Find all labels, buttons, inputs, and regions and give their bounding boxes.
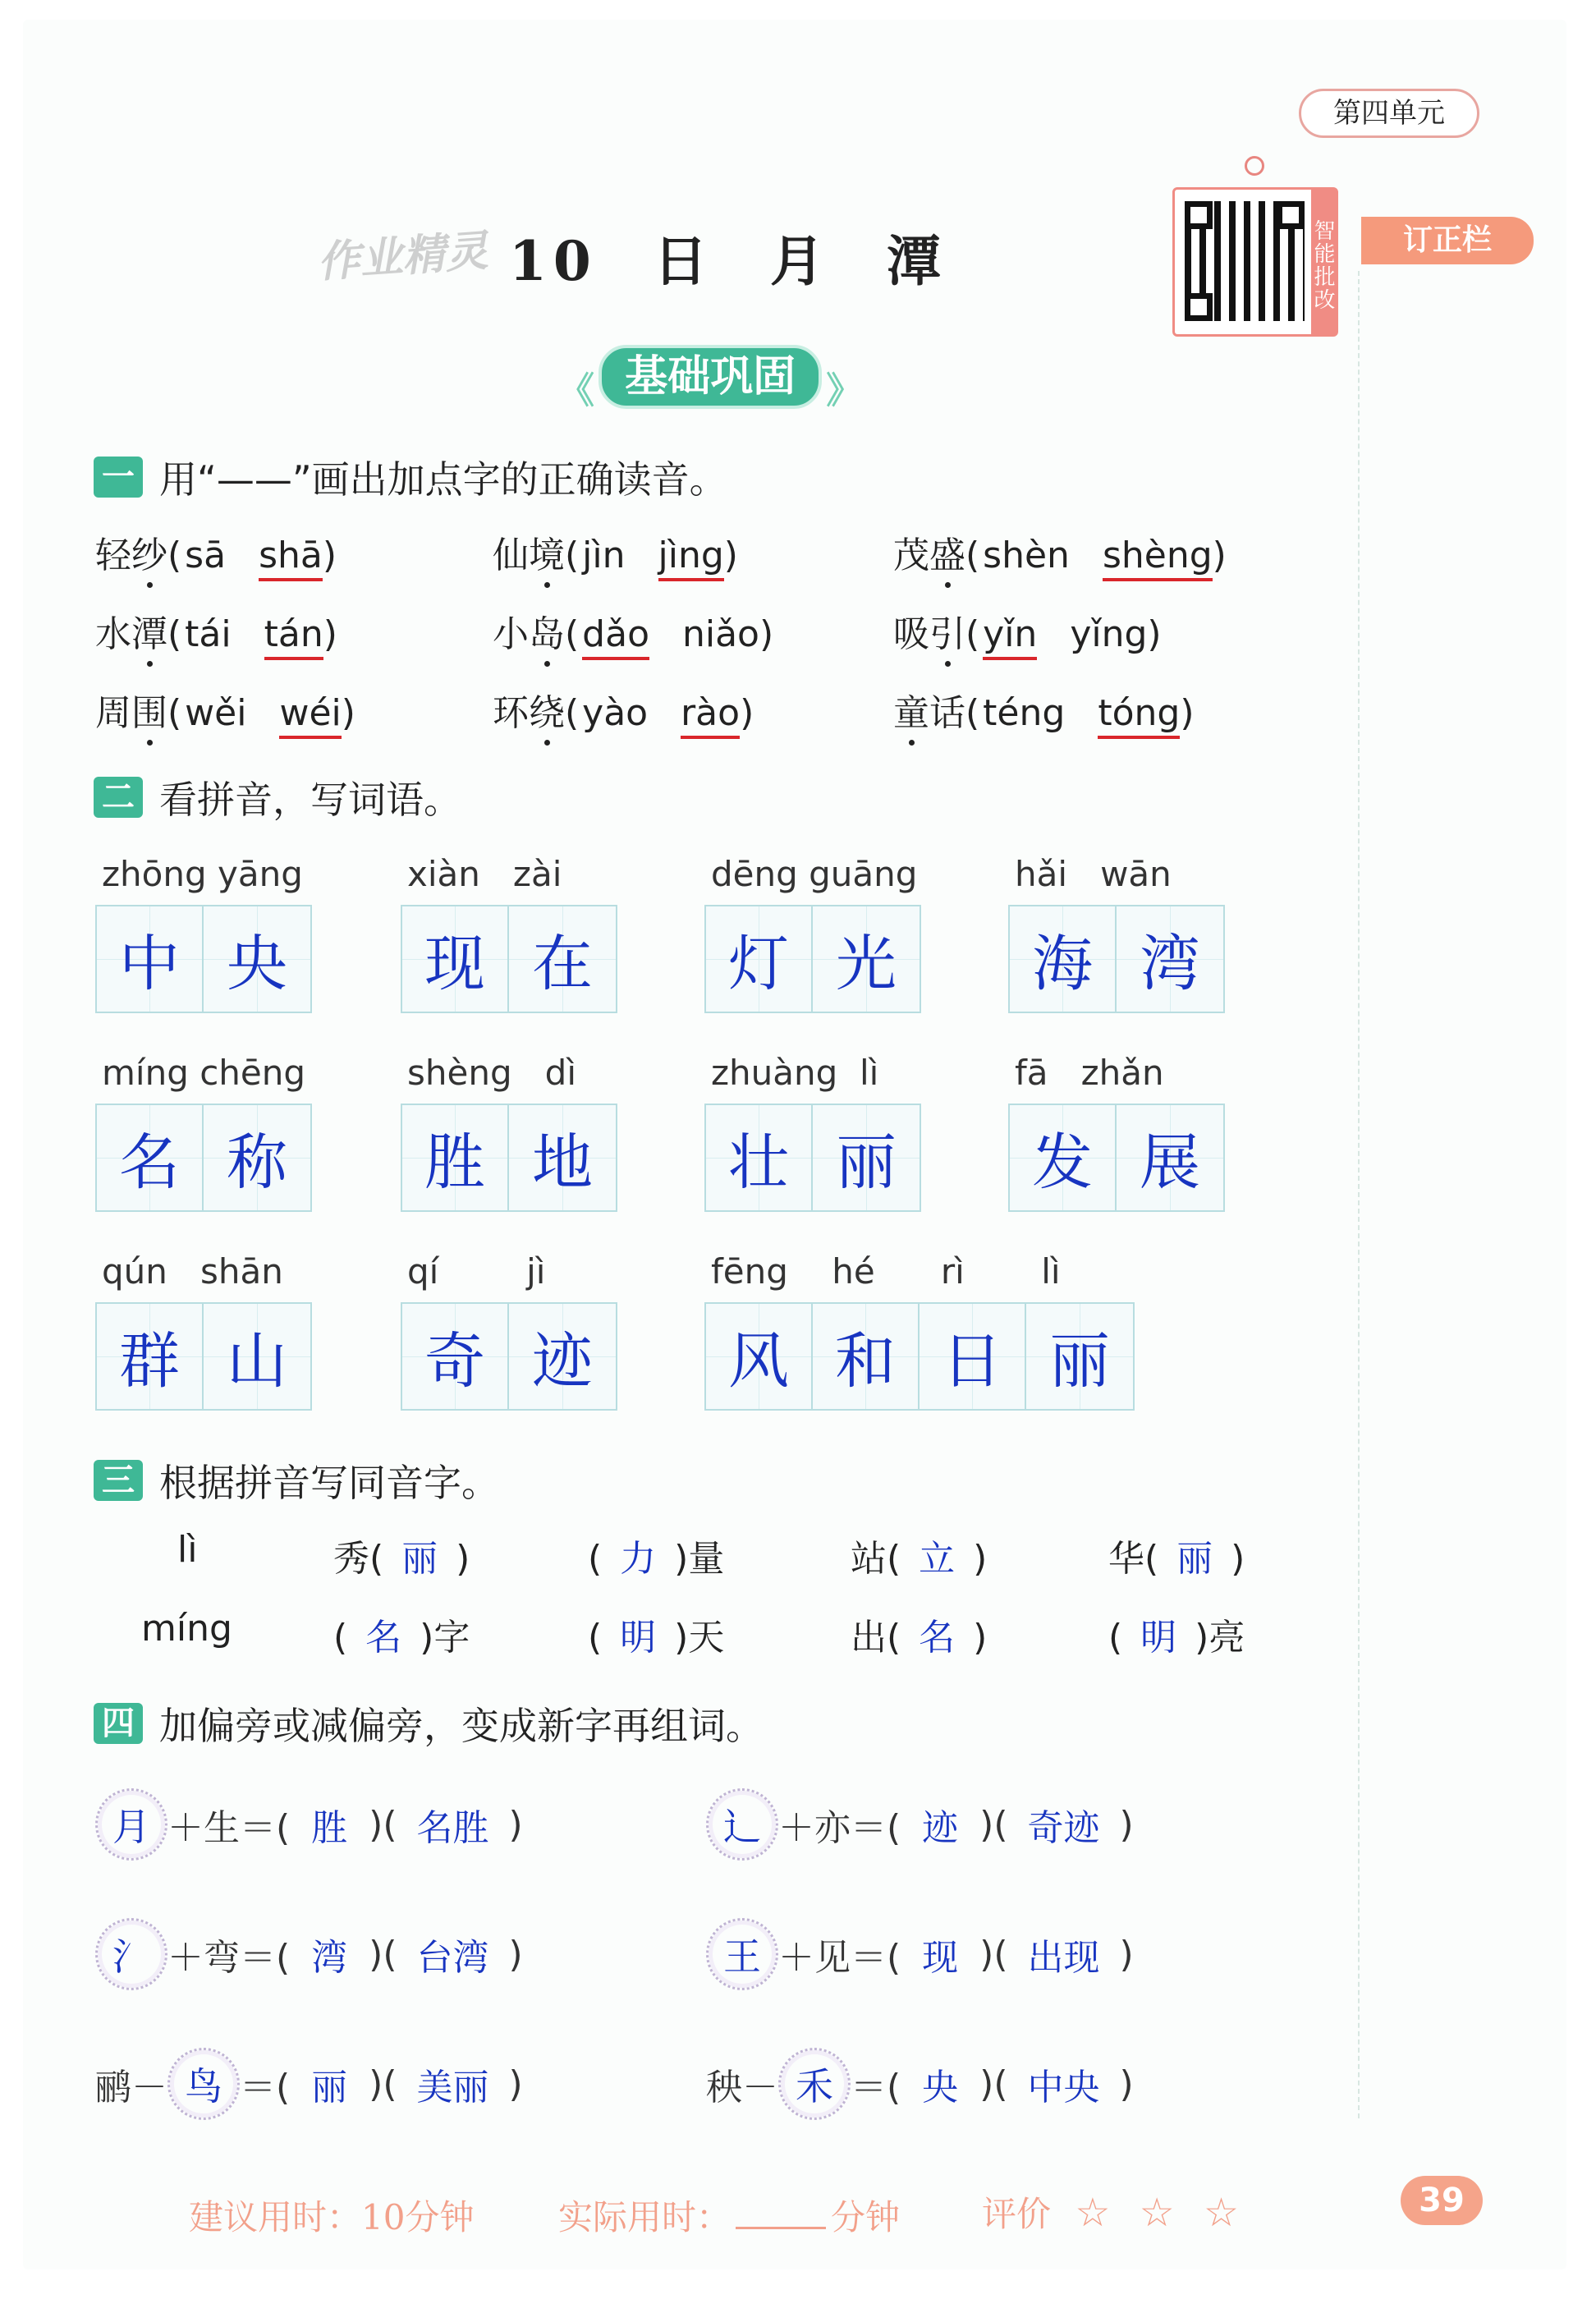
pinyin-label: dēng guāng (711, 854, 918, 894)
question-3-heading (94, 1453, 499, 1507)
actual-time-unit: 分钟 (831, 2197, 901, 2237)
pinyin-choice-item (95, 683, 355, 736)
item-suffix: )亮 (1195, 1617, 1245, 1659)
answer-char[interactable]: 迹 (922, 1807, 959, 1849)
paren-close: ) (723, 535, 738, 576)
footer-actual-time (558, 2191, 900, 2240)
paren-open: ( (565, 535, 580, 576)
pinyin-label: míng chēng (102, 1053, 306, 1093)
flower-radical-icon[interactable]: 辶 (706, 1788, 778, 1861)
paren-close: ) (740, 692, 754, 734)
pinyin-label: fēng hé rì lì (711, 1251, 1061, 1292)
correction-tab: 订正栏 (1361, 217, 1534, 264)
paren-mid: )( (369, 1803, 397, 1846)
paren-open: ( (167, 535, 182, 576)
rating-label: 评价 (982, 2194, 1052, 2234)
paren-close: ) (341, 692, 355, 734)
homophone-item (1108, 1529, 1245, 1581)
item-prefix: 出( (851, 1617, 901, 1659)
dotted-char: 潭 (131, 613, 167, 655)
handwritten-char-cell[interactable]: 地 (509, 1105, 616, 1210)
footer-suggested-time: 建议用时：10分钟 (189, 2197, 475, 2237)
dotted-char: 境 (529, 535, 565, 576)
actual-time-blank[interactable] (736, 2227, 826, 2229)
emphasis-dot-icon (147, 661, 153, 667)
answer-word[interactable]: 美丽 (416, 2067, 489, 2109)
emphasis-dot-icon (544, 661, 550, 667)
homophone-item (588, 1608, 724, 1660)
dotted-char-wrap (529, 525, 565, 578)
pinyin-label: fā zhǎn (1015, 1053, 1164, 1093)
dotted-char: 岛 (529, 613, 565, 655)
pinyin-choice-item (493, 604, 773, 657)
paren-close: ) (508, 2063, 523, 2105)
flower-radical-icon[interactable]: 禾 (778, 2048, 851, 2120)
answer-char[interactable]: 名 (365, 1617, 402, 1659)
pinyin-option[interactable]: rào (681, 692, 740, 739)
answer-char[interactable]: 丽 (311, 2067, 348, 2109)
radical-equation (706, 1788, 1134, 1861)
answer-char[interactable]: 胜 (311, 1807, 348, 1849)
word-char: 水 (95, 613, 131, 655)
tianzige-grid (704, 1302, 1135, 1411)
chevron-left-icon: 《 (558, 369, 594, 412)
homophone-item (333, 1608, 470, 1660)
pinyin-option[interactable]: téng (983, 692, 1066, 734)
answer-word[interactable]: 奇迹 (1027, 1807, 1100, 1849)
pinyin-option[interactable]: niǎo (681, 613, 759, 655)
paren-close: ) (1119, 1803, 1134, 1846)
pinyin-label: hǎi wān (1015, 854, 1172, 894)
dotted-char-wrap (131, 683, 167, 736)
flower-radical-icon[interactable]: 王 (706, 1918, 778, 1990)
dotted-char: 绕 (529, 692, 565, 734)
star-icon[interactable]: ☆ ☆ ☆ (1075, 2190, 1247, 2236)
question-prompt: 加偏旁或减偏旁，变成新字再组词。 (159, 1704, 764, 1748)
word-char: 茂 (893, 535, 929, 576)
paren-close: ) (1147, 613, 1162, 655)
source-char: 秧－ (706, 2067, 778, 2109)
item-suffix: ) (1231, 1538, 1245, 1580)
question-number: 三 (94, 1460, 143, 1501)
paren-close: ) (759, 613, 774, 655)
pinyin-choice-item (95, 604, 337, 657)
item-suffix: )字 (420, 1617, 470, 1659)
pinyin-option[interactable]: shā (259, 535, 323, 581)
handwritten-char-cell[interactable]: 现 (402, 906, 509, 1012)
radical-equation (95, 1918, 523, 1990)
word-char: 小 (493, 613, 529, 655)
answer-char[interactable]: 湾 (311, 1937, 348, 1979)
answer-char[interactable]: 丽 (401, 1538, 438, 1580)
handwritten-char-cell[interactable]: 壮 (706, 1105, 813, 1210)
handwritten-char-cell[interactable]: 日 (920, 1304, 1026, 1409)
tianzige-grid (704, 905, 921, 1013)
question-1-heading (94, 450, 727, 504)
qr-hanger-icon (1245, 156, 1264, 176)
flower-radical-icon[interactable]: 氵 (95, 1918, 167, 1990)
pinyin-label: qún shān (102, 1251, 283, 1292)
handwritten-char-cell[interactable]: 光 (813, 906, 920, 1012)
paren-open: ( (965, 613, 980, 655)
radical-equation (706, 1918, 1134, 1990)
handwritten-char-cell[interactable]: 展 (1117, 1105, 1223, 1210)
tianzige-grid (401, 1104, 617, 1212)
pinyin-label: míng (141, 1608, 232, 1650)
answer-char[interactable]: 央 (922, 2067, 959, 2109)
emphasis-dot-icon (945, 661, 951, 667)
page-number: 39 (1401, 2176, 1483, 2225)
word-char: 环 (493, 692, 529, 734)
unit-badge: 第四单元 (1299, 89, 1479, 138)
radical-equation (95, 1788, 523, 1861)
radical-equation (706, 2048, 1134, 2120)
qr-code-card[interactable] (1172, 187, 1338, 337)
pinyin-option[interactable]: dǎo (582, 613, 649, 660)
tianzige-grid (95, 1104, 312, 1212)
pinyin-option[interactable]: tái (185, 613, 232, 655)
question-2-heading (94, 770, 461, 824)
item-prefix: ( (588, 1538, 603, 1580)
homophone-item (851, 1529, 987, 1581)
correction-column-divider (1358, 271, 1360, 2118)
handwritten-char-cell[interactable]: 湾 (1117, 906, 1223, 1012)
pinyin-option[interactable]: yào (582, 692, 649, 734)
paren-open: ( (965, 692, 980, 734)
qr-side-label: 智能批改 (1311, 190, 1336, 334)
footer-rating (982, 2187, 1247, 2237)
handwritten-char-cell[interactable]: 名 (97, 1105, 204, 1210)
question-number: 二 (94, 777, 143, 818)
paren-open: ( (167, 692, 182, 734)
operator-text: ＝( (240, 2067, 291, 2109)
operator-text: ＋见＝( (778, 1937, 901, 1979)
dotted-char: 童 (893, 692, 929, 734)
paren-mid: )( (979, 1803, 1008, 1846)
answer-char[interactable]: 明 (1140, 1617, 1177, 1659)
section-pill: 基础巩固 (598, 345, 822, 409)
answer-word[interactable]: 出现 (1027, 1937, 1100, 1979)
pinyin-label: zhuàng lì (711, 1053, 879, 1093)
tianzige-grid (1008, 905, 1225, 1013)
paren-close: ) (322, 535, 337, 576)
dotted-char-wrap (893, 683, 929, 736)
item-suffix: ) (456, 1538, 470, 1580)
answer-char[interactable]: 现 (922, 1937, 959, 1979)
item-prefix: 秀( (333, 1538, 384, 1580)
lesson-number: 10 (509, 229, 598, 293)
radical-equation (95, 2048, 523, 2120)
paren-close: ) (508, 1803, 523, 1846)
paren-mid: )( (979, 1933, 1008, 1975)
item-suffix: ) (973, 1617, 988, 1659)
item-prefix: ( (1108, 1617, 1123, 1659)
dotted-char: 纱 (131, 535, 167, 576)
handwritten-char-cell[interactable]: 胜 (402, 1105, 509, 1210)
pinyin-option[interactable]: jìng (658, 535, 724, 581)
pinyin-label: lì (177, 1529, 198, 1571)
handwritten-char-cell[interactable]: 在 (509, 906, 616, 1012)
word-char: 周 (95, 692, 131, 734)
question-prompt: 看拼音，写词语。 (159, 778, 461, 822)
operator-text: ＝( (851, 2067, 901, 2109)
watermark-logo: 作业精灵 (315, 226, 490, 288)
pinyin-option[interactable]: shèng (1103, 535, 1213, 581)
pinyin-option[interactable]: yǐng (1070, 613, 1148, 655)
answer-char[interactable]: 力 (620, 1538, 657, 1580)
handwritten-char-cell[interactable]: 群 (97, 1304, 204, 1409)
item-suffix: )天 (674, 1617, 725, 1659)
word-char: 仙 (493, 535, 529, 576)
handwritten-char-cell[interactable]: 风 (706, 1304, 813, 1409)
paren-mid: )( (369, 1933, 397, 1975)
handwritten-char-cell[interactable]: 奇 (402, 1304, 509, 1409)
pinyin-option[interactable]: tán (264, 613, 323, 660)
tianzige-grid (95, 1302, 312, 1411)
flower-radical-icon[interactable]: 月 (95, 1788, 167, 1861)
pinyin-option[interactable]: shèn (983, 535, 1070, 576)
answer-char[interactable]: 立 (919, 1538, 956, 1580)
pinyin-option[interactable]: yǐn (983, 613, 1037, 660)
pinyin-option[interactable]: wěi (185, 692, 247, 734)
dotted-char-wrap (131, 525, 167, 578)
handwritten-char-cell[interactable]: 灯 (706, 906, 813, 1012)
paren-open: ( (565, 692, 580, 734)
title-char: 潭 (886, 229, 947, 293)
tianzige-grid (401, 1302, 617, 1411)
handwritten-char-cell[interactable]: 中 (97, 906, 204, 1012)
pinyin-option[interactable]: jìn (582, 535, 626, 576)
dotted-char: 盛 (929, 535, 965, 576)
word-char: 吸 (893, 613, 929, 655)
paren-close: ) (1180, 692, 1195, 734)
title-char: 月 (769, 229, 831, 293)
dotted-char-wrap (529, 683, 565, 736)
lesson-title (509, 218, 947, 296)
answer-word[interactable]: 中央 (1027, 2067, 1100, 2109)
flower-radical-icon[interactable]: 鸟 (167, 2048, 240, 2120)
answer-word[interactable]: 台湾 (416, 1937, 489, 1979)
dotted-char: 围 (131, 692, 167, 734)
operator-text: ＋生＝( (167, 1807, 291, 1849)
emphasis-dot-icon (544, 582, 550, 588)
paren-open: ( (565, 613, 580, 655)
answer-char[interactable]: 丽 (1176, 1538, 1213, 1580)
pinyin-option[interactable]: sā (185, 535, 227, 576)
qr-code-icon (1185, 201, 1305, 321)
homophone-item (851, 1608, 987, 1660)
emphasis-dot-icon (909, 740, 915, 746)
paren-close: ) (323, 613, 337, 655)
paren-mid: )( (369, 2063, 397, 2105)
question-number: 一 (94, 457, 143, 498)
paren-close: ) (1119, 1933, 1134, 1975)
handwritten-char-cell[interactable]: 丽 (1026, 1304, 1133, 1409)
dotted-char-wrap (529, 604, 565, 657)
paren-open: ( (965, 535, 980, 576)
question-prompt: 根据拼音写同音字。 (159, 1461, 499, 1505)
pinyin-choice-item (893, 683, 1194, 736)
handwritten-char-cell[interactable]: 迹 (509, 1304, 616, 1409)
handwritten-char-cell[interactable]: 发 (1010, 1105, 1117, 1210)
operator-text: ＋弯＝( (167, 1937, 291, 1979)
actual-time-label: 实际用时： (558, 2197, 732, 2237)
handwritten-char-cell[interactable]: 丽 (813, 1105, 920, 1210)
dotted-char-wrap (131, 604, 167, 657)
item-suffix: )量 (674, 1538, 725, 1580)
dotted-char: 引 (929, 613, 965, 655)
pinyin-label: shèng dì (407, 1053, 577, 1093)
homophone-item (1108, 1608, 1245, 1660)
emphasis-dot-icon (544, 740, 550, 746)
question-prompt: 用“——”画出加点字的正确读音。 (159, 457, 727, 502)
pinyin-choice-item (893, 525, 1227, 578)
handwritten-char-cell[interactable]: 央 (204, 906, 310, 1012)
emphasis-dot-icon (147, 582, 153, 588)
tianzige-grid (95, 905, 312, 1013)
paren-close: ) (1119, 2063, 1134, 2105)
pinyin-option[interactable]: wéi (279, 692, 341, 739)
title-char: 日 (653, 229, 714, 293)
pinyin-choice-item (893, 604, 1162, 657)
answer-char[interactable]: 明 (620, 1617, 657, 1659)
pinyin-label: qí jì (407, 1251, 546, 1292)
item-suffix: ) (973, 1538, 988, 1580)
item-prefix: 站( (851, 1538, 901, 1580)
handwritten-char-cell[interactable]: 和 (813, 1304, 920, 1409)
word-char: 话 (929, 692, 965, 734)
paren-close: ) (1212, 535, 1227, 576)
question-4-heading (94, 1696, 764, 1751)
paren-open: ( (167, 613, 182, 655)
answer-word[interactable]: 名胜 (416, 1807, 489, 1849)
pinyin-choice-item (493, 683, 754, 736)
paren-mid: )( (979, 2063, 1008, 2105)
section-header (558, 345, 862, 414)
dotted-char-wrap (929, 525, 965, 578)
source-char: 鹂－ (95, 2067, 167, 2109)
chevron-right-icon: 》 (826, 369, 863, 412)
paren-close: ) (508, 1933, 523, 1975)
item-prefix: 华( (1108, 1538, 1159, 1580)
emphasis-dot-icon (147, 740, 153, 746)
tianzige-grid (1008, 1104, 1225, 1212)
operator-text: ＋亦＝( (778, 1807, 901, 1849)
homophone-item (333, 1529, 470, 1581)
pinyin-choice-item (493, 525, 738, 578)
pinyin-option[interactable]: tóng (1098, 692, 1180, 739)
tianzige-grid (704, 1104, 921, 1212)
item-prefix: ( (588, 1617, 603, 1659)
handwritten-char-cell[interactable]: 海 (1010, 906, 1117, 1012)
handwritten-char-cell[interactable]: 称 (204, 1105, 310, 1210)
answer-char[interactable]: 名 (919, 1617, 956, 1659)
item-prefix: ( (333, 1617, 348, 1659)
emphasis-dot-icon (945, 582, 951, 588)
pinyin-label: xiàn zài (407, 854, 562, 894)
homophone-item (588, 1529, 724, 1581)
question-number: 四 (94, 1703, 143, 1744)
dotted-char-wrap (929, 604, 965, 657)
word-char: 轻 (95, 535, 131, 576)
tianzige-grid (401, 905, 617, 1013)
pinyin-label: zhōng yāng (102, 854, 303, 894)
pinyin-choice-item (95, 525, 337, 578)
handwritten-char-cell[interactable]: 山 (204, 1304, 310, 1409)
